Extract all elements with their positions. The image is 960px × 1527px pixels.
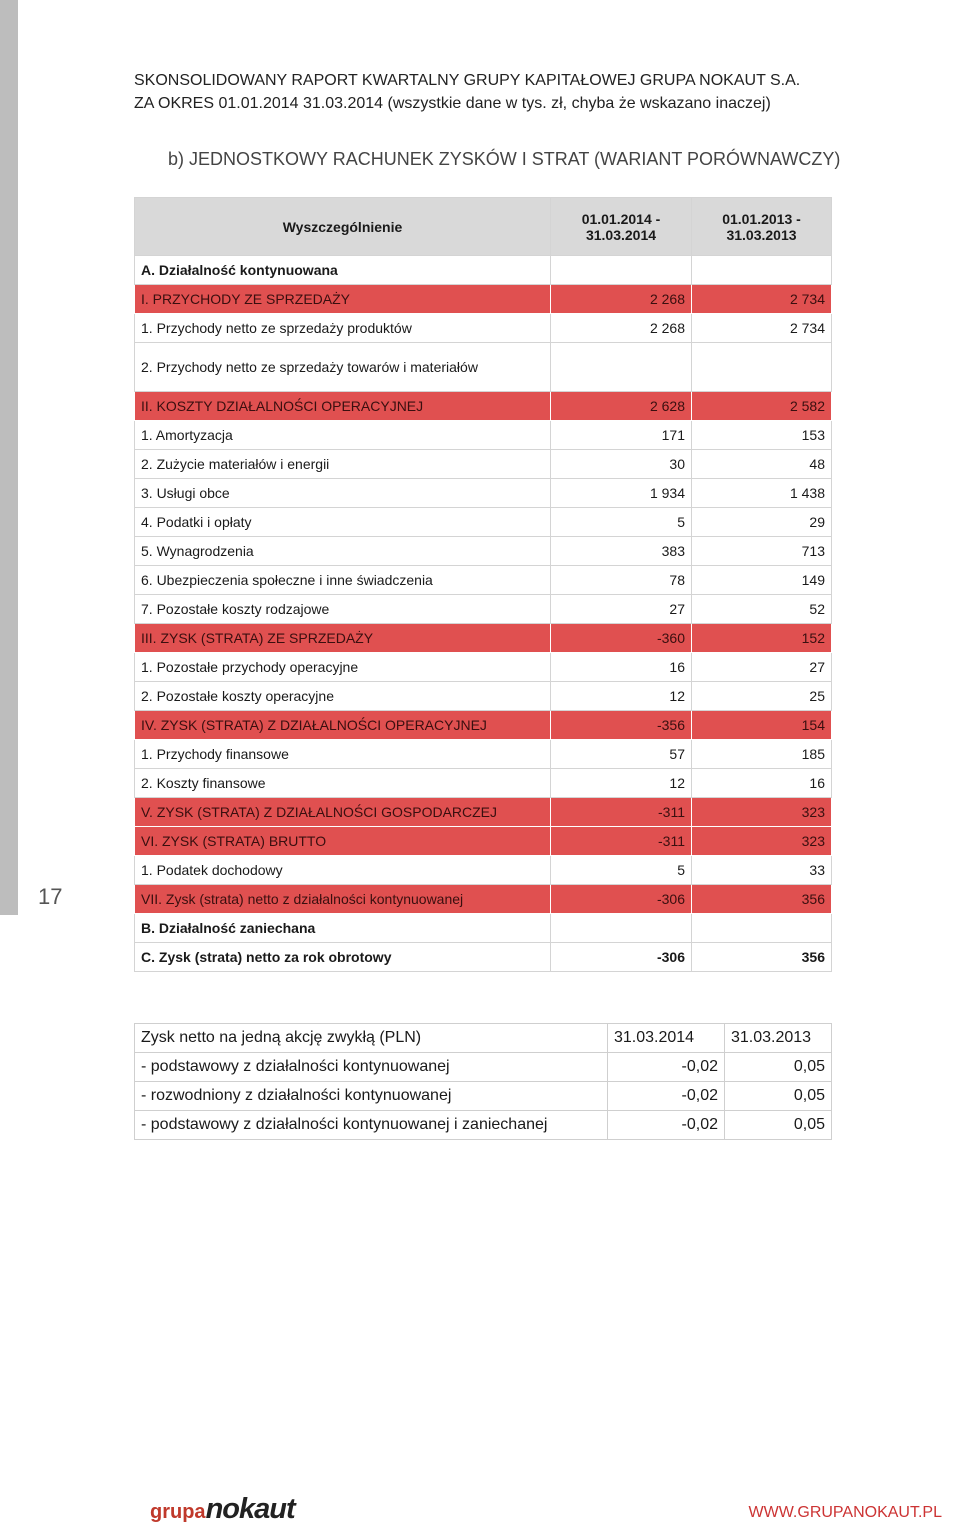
value-2013: 323: [692, 827, 832, 856]
value-2014: 5: [551, 508, 692, 537]
value-2013: 33: [692, 856, 832, 885]
value-2013: 16: [692, 769, 832, 798]
row-label: VII. Zysk (strata) netto z działalności kontynuowanej: [135, 885, 551, 914]
row-label: 7. Pozostałe koszty rodzajowe: [135, 595, 551, 624]
row-label: 1. Przychody finansowe: [135, 740, 551, 769]
table-row: [135, 711, 832, 740]
eps-value: 0,05: [725, 1111, 832, 1140]
value-2013: 154: [692, 711, 832, 740]
eps-label: - podstawowy z działalności kontynuowanej: [135, 1053, 608, 1082]
value-2014: 2 268: [551, 285, 692, 314]
report-header: [134, 69, 800, 115]
value-2013: 2 582: [692, 392, 832, 421]
section-title: b) JEDNOSTKOWY RACHUNEK ZYSKÓW I STRAT (WARIANT PORÓWNAWCZY): [168, 149, 841, 169]
caption-cell: Wyszczególnienie: [135, 198, 551, 256]
row-label: 1. Podatek dochodowy: [135, 856, 551, 885]
value-2014: -311: [551, 798, 692, 827]
eps-table: [134, 1023, 832, 1140]
row-label: 2. Koszty finansowe: [135, 769, 551, 798]
value-2014: -356: [551, 711, 692, 740]
value-2014: 12: [551, 682, 692, 711]
row-label: II. KOSZTY DZIAŁALNOŚCI OPERACYJNEJ: [135, 392, 551, 421]
value-2013: 1 438: [692, 479, 832, 508]
value-2014: 27: [551, 595, 692, 624]
eps-value: -0,02: [608, 1111, 725, 1140]
table-row: [135, 682, 832, 711]
eps-label: - rozwodniony z działalności kontynuowanej: [135, 1082, 608, 1111]
value-2014: [551, 343, 692, 392]
row-label: V. ZYSK (STRATA) Z DZIAŁALNOŚCI GOSPODARCZEJ: [135, 798, 551, 827]
table-row: [135, 827, 832, 856]
value-2014: 5: [551, 856, 692, 885]
row-label: 1. Przychody netto ze sprzedaży produktów: [135, 314, 551, 343]
value-2014: 12: [551, 769, 692, 798]
value-2013: [692, 256, 832, 285]
row-label: C. Zysk (strata) netto za rok obrotowy: [135, 943, 551, 972]
value-2014: 57: [551, 740, 692, 769]
table-row: [135, 508, 832, 537]
row-label: 6. Ubezpieczenia społeczne i inne świadczenia: [135, 566, 551, 595]
side-bar: [0, 0, 18, 915]
row-label: 3. Usługi obce: [135, 479, 551, 508]
table-row: [135, 421, 832, 450]
table-row: [135, 740, 832, 769]
eps-row: [135, 1111, 832, 1140]
row-label: 2. Przychody netto ze sprzedaży towarów i materiałów: [135, 343, 551, 392]
table-row: [135, 769, 832, 798]
eps-value: -0,02: [608, 1082, 725, 1111]
table-row: [135, 914, 832, 943]
value-2014: 78: [551, 566, 692, 595]
row-label: B. Działalność zaniechana: [135, 914, 551, 943]
page-number: 17: [38, 884, 63, 909]
value-2013: 323: [692, 798, 832, 827]
value-2014: -306: [551, 885, 692, 914]
table-header-row: [135, 198, 832, 256]
value-2013: [692, 343, 832, 392]
row-label: 1. Pozostałe przychody operacyjne: [135, 653, 551, 682]
table-row: [135, 595, 832, 624]
eps-label: - podstawowy z działalności kontynuowanej i zaniechanej: [135, 1111, 608, 1140]
header-line-2: ZA OKRES 01.01.2014 31.03.2014 (wszystkie dane w tys. zł, chyba że wskazano inaczej): [134, 95, 771, 112]
value-2014: 2 628: [551, 392, 692, 421]
row-label: III. ZYSK (STRATA) ZE SPRZEDAŻY: [135, 624, 551, 653]
value-2013: 185: [692, 740, 832, 769]
eps-value: 0,05: [725, 1082, 832, 1111]
value-2013: 356: [692, 885, 832, 914]
table-row: [135, 537, 832, 566]
value-2014: 1 934: [551, 479, 692, 508]
row-label: IV. ZYSK (STRATA) Z DZIAŁALNOŚCI OPERACYJNEJ: [135, 711, 551, 740]
value-2013: 153: [692, 421, 832, 450]
value-2014: 30: [551, 450, 692, 479]
income-statement-table: [134, 197, 832, 972]
value-2013: 713: [692, 537, 832, 566]
eps-header-row: [135, 1024, 832, 1053]
value-2013: 356: [692, 943, 832, 972]
row-label: VI. ZYSK (STRATA) BRUTTO: [135, 827, 551, 856]
company-logo: grupanokaut: [150, 1493, 295, 1525]
eps-value: -0,02: [608, 1053, 725, 1082]
table-row: [135, 943, 832, 972]
table-row: [135, 798, 832, 827]
eps-header-2013: 31.03.2013: [725, 1024, 832, 1053]
table-row: [135, 479, 832, 508]
value-2014: -360: [551, 624, 692, 653]
table-row: [135, 566, 832, 595]
table-row: [135, 856, 832, 885]
eps-header-2014: 31.03.2014: [608, 1024, 725, 1053]
value-2013: 29: [692, 508, 832, 537]
value-2013: 2 734: [692, 314, 832, 343]
value-2014: [551, 914, 692, 943]
value-2013: 48: [692, 450, 832, 479]
value-2013: 27: [692, 653, 832, 682]
row-label: 1. Amortyzacja: [135, 421, 551, 450]
row-label: 2. Zużycie materiałów i energii: [135, 450, 551, 479]
value-2014: -306: [551, 943, 692, 972]
row-label: 5. Wynagrodzenia: [135, 537, 551, 566]
value-2013: 152: [692, 624, 832, 653]
value-2013: [692, 914, 832, 943]
table-row: [135, 624, 832, 653]
period-2014-header: 01.01.2014 - 31.03.2014: [551, 198, 692, 256]
table-row: [135, 285, 832, 314]
value-2014: 171: [551, 421, 692, 450]
table-row: [135, 343, 832, 392]
value-2013: 52: [692, 595, 832, 624]
row-label: A. Działalność kontynuowana: [135, 256, 551, 285]
table-row: [135, 392, 832, 421]
value-2014: 2 268: [551, 314, 692, 343]
table-row: [135, 653, 832, 682]
eps-row: [135, 1082, 832, 1111]
eps-row: [135, 1053, 832, 1082]
row-label: 2. Pozostałe koszty operacyjne: [135, 682, 551, 711]
value-2013: 25: [692, 682, 832, 711]
eps-value: 0,05: [725, 1053, 832, 1082]
value-2014: 16: [551, 653, 692, 682]
value-2014: 383: [551, 537, 692, 566]
row-label: I. PRZYCHODY ZE SPRZEDAŻY: [135, 285, 551, 314]
table-row: [135, 885, 832, 914]
value-2013: 2 734: [692, 285, 832, 314]
table-row: [135, 314, 832, 343]
value-2013: 149: [692, 566, 832, 595]
eps-header-label: Zysk netto na jedną akcję zwykłą (PLN): [135, 1024, 608, 1053]
website-link[interactable]: WWW.GRUPANOKAUT.PL: [748, 1504, 942, 1521]
row-label: 4. Podatki i opłaty: [135, 508, 551, 537]
table-row: [135, 256, 832, 285]
period-2013-header: 01.01.2013 - 31.03.2013: [692, 198, 832, 256]
table-row: [135, 450, 832, 479]
header-line-1: SKONSOLIDOWANY RAPORT KWARTALNY GRUPY KAPITAŁOWEJ GRUPA NOKAUT S.A.: [134, 72, 801, 89]
value-2014: -311: [551, 827, 692, 856]
value-2014: [551, 256, 692, 285]
